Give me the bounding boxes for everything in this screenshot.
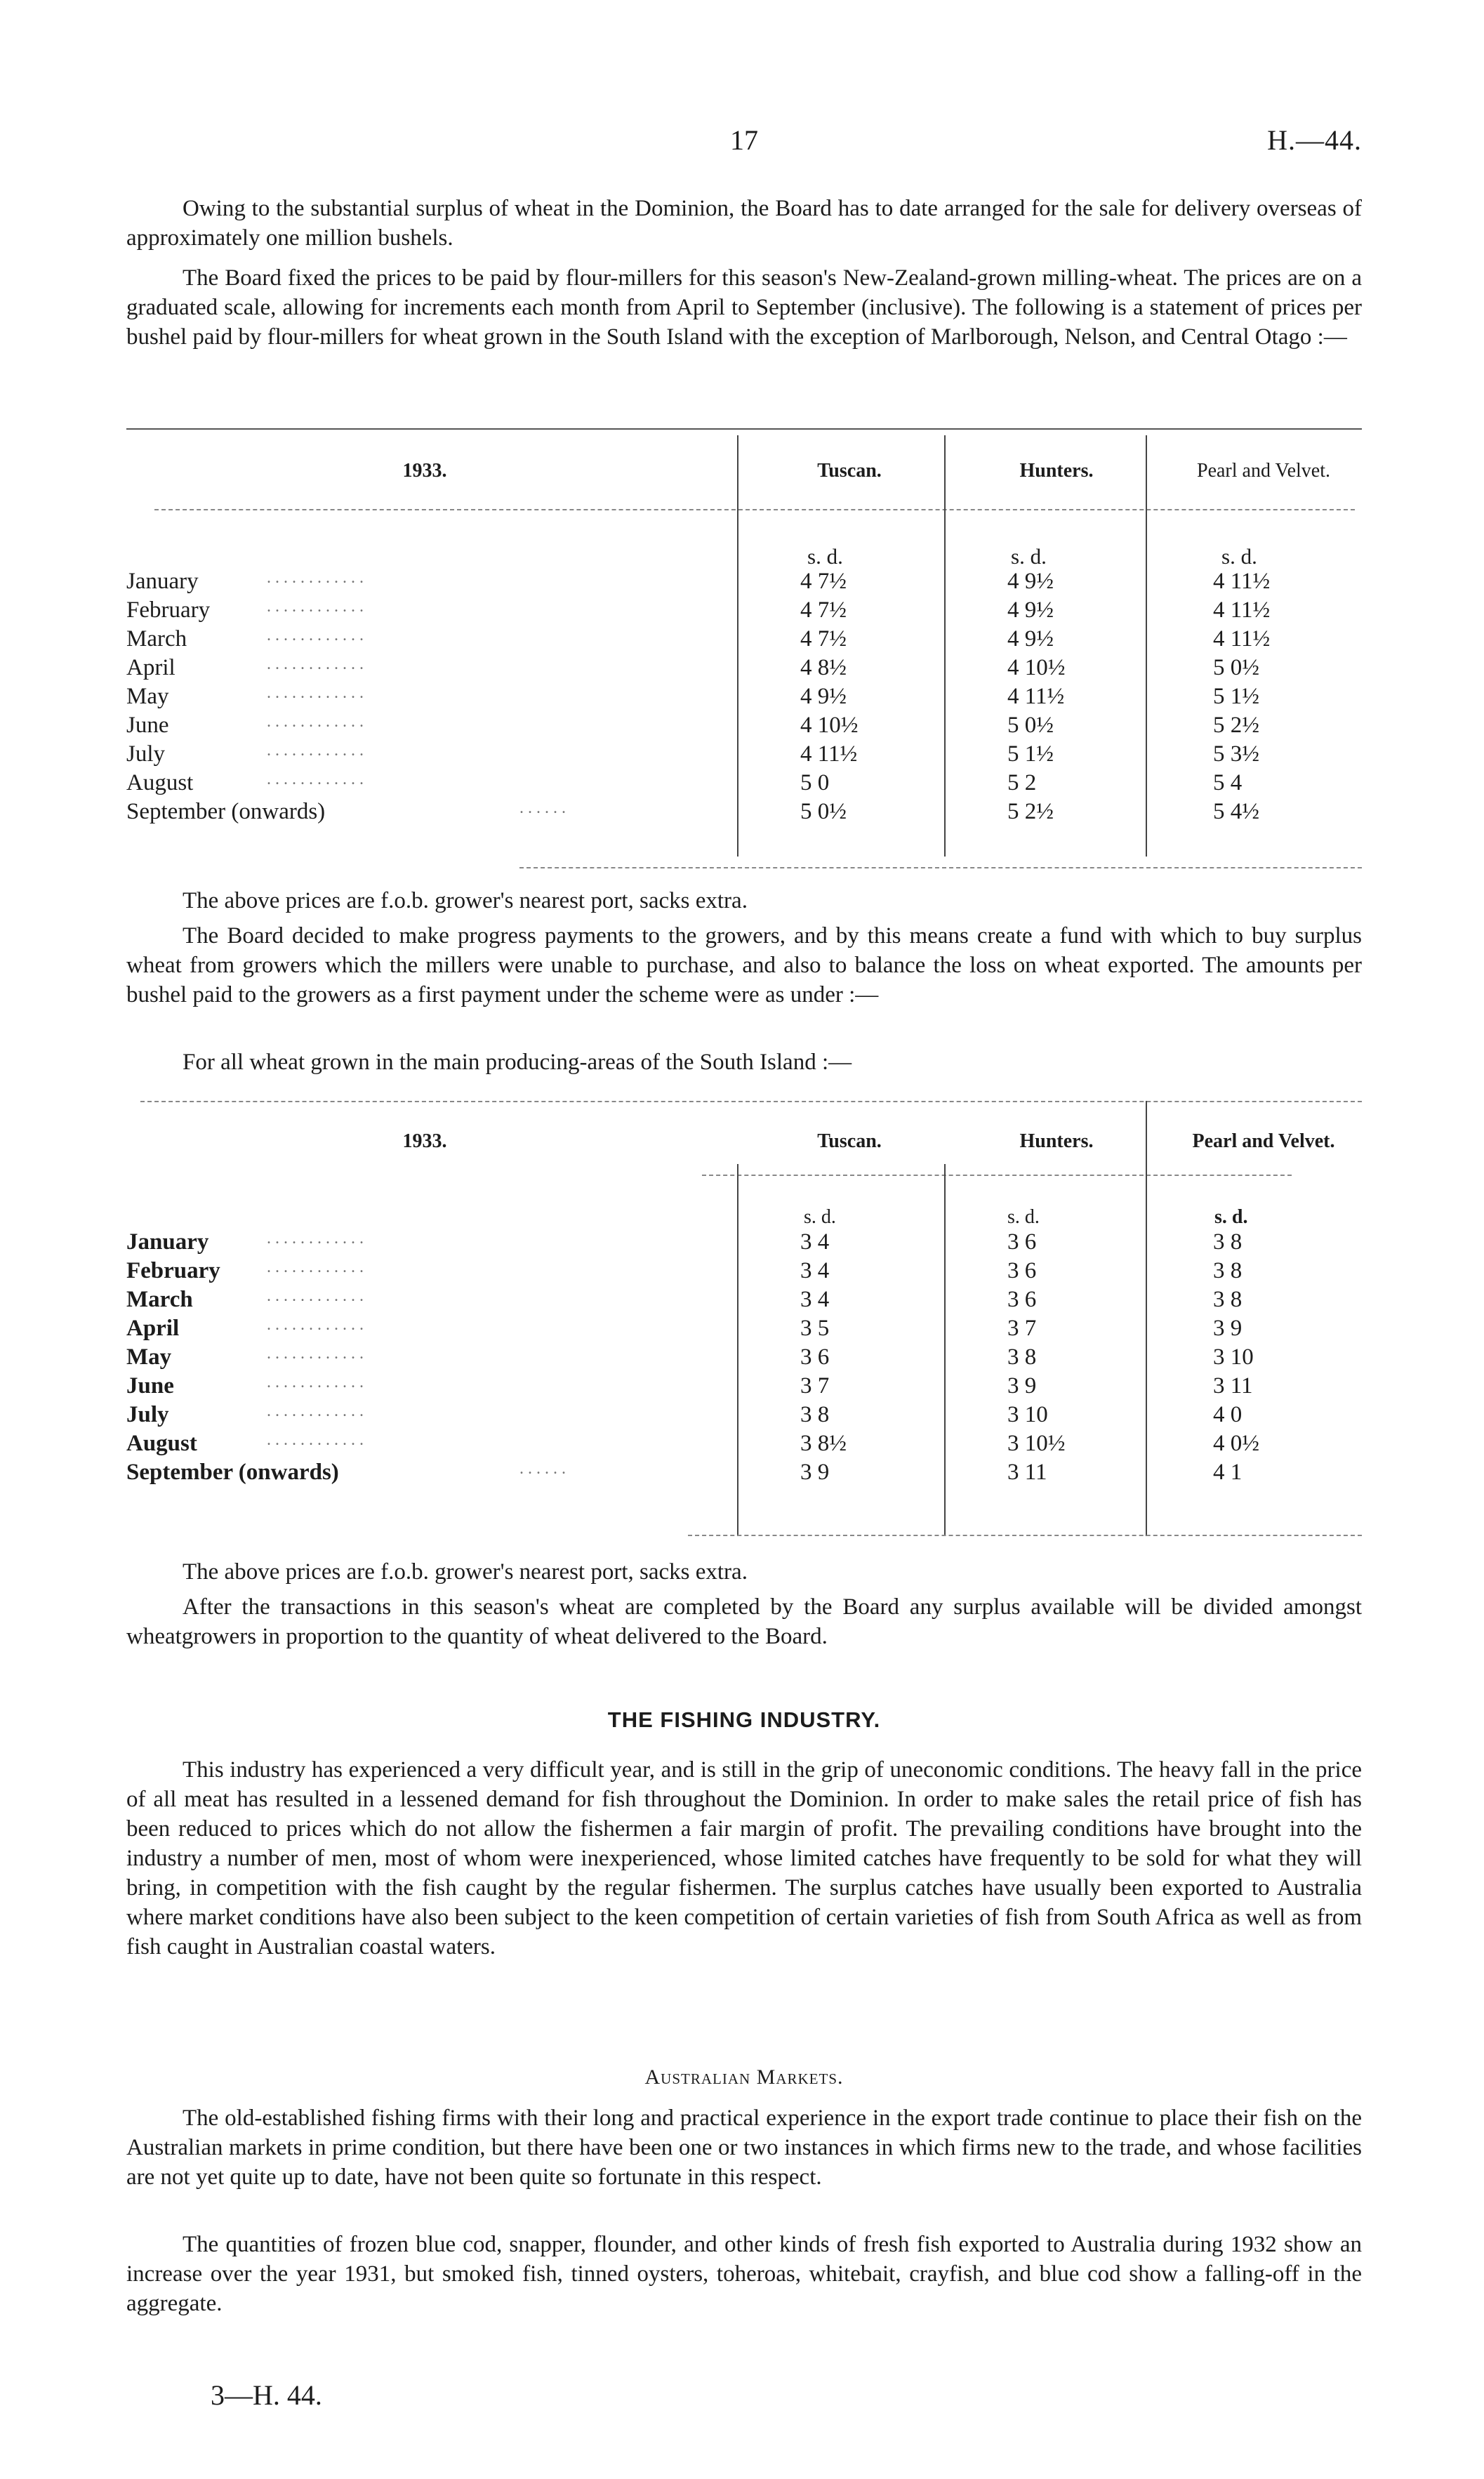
paragraph-fishing-firms: The old-established fishing firms with their long and practical experience in the export trade continue to place their fish on the Australian markets in prime condition, but there have been one or two instances in which firms new to the trade, and whose facilities are not yet quite up to date, have not been quite so fortunate in this respect. [126,2106,1362,2190]
unit-hunters: s. d. [1011,544,1047,569]
cell-hunters: 5 2 [1007,770,1037,795]
flour-miller-price-table [126,428,1362,878]
cell-pearl: 5 4½ [1213,799,1259,824]
table-row [126,655,1362,685]
cell-hunters: 4 11½ [1007,684,1065,709]
cell-hunters: 4 9½ [1007,569,1054,594]
cell-tuscan: 4 11½ [800,741,858,767]
cell-pearl: 4 11½ [1213,569,1271,594]
row-month: June [126,713,169,738]
document-reference: H.—44. [1267,124,1362,156]
row-month: January [126,1229,209,1255]
table-row [126,569,1362,598]
page-header [126,124,1362,166]
cell-tuscan: 3 4 [800,1229,830,1255]
unit-pearl: s. d. [1214,1206,1248,1228]
row-month: May [126,1344,172,1370]
leader-dots: . . . . . . . . . . . . [267,655,364,673]
row-month: April [126,655,175,680]
cell-hunters: 3 6 [1007,1258,1037,1283]
row-month: April [126,1316,180,1341]
cell-tuscan: 5 0½ [800,799,847,824]
table-row [126,1287,1362,1316]
cell-pearl: 3 10 [1213,1344,1254,1370]
cell-hunters: 3 7 [1007,1316,1037,1341]
cell-pearl: 3 8 [1213,1287,1243,1312]
row-month: February [126,597,211,623]
leader-dots: . . . . . . . . . . . . [267,1287,364,1305]
cell-pearl: 4 11½ [1213,626,1271,652]
leader-dots: . . . . . . . . . . . . [267,1316,364,1334]
table-bottom-rule [519,867,1362,868]
row-month: March [126,626,187,652]
cell-hunters: 4 9½ [1007,597,1054,623]
table-row [126,1373,1362,1403]
cell-tuscan: 3 8 [800,1402,830,1427]
table-row [126,1258,1362,1288]
paragraph-export-quantities: The quantities of frozen blue cod, snapper, flounder, and other kinds of fresh fish exported to Australia during 1932 show an increase over the year 1931, but smoked fish, tinned oysters, toheroas, whitebait, crayfish, and blue cod show a falling-off in the aggregate. [126,2232,1362,2316]
row-month: March [126,1287,193,1312]
cell-hunters: 5 0½ [1007,713,1054,738]
paragraph-surplus-division: After the transactions in this season's wheat are completed by the Board any surplus available will be divided amongst wheatgrowers in proportion to the quantity of wheat delivered to the Board. [126,1594,1362,1649]
unit-tuscan: s. d. [807,544,843,569]
leader-dots: . . . . . . . . . . . . [267,1373,364,1391]
leader-dots: . . . . . . . . . . . . [267,713,364,731]
header-year: 1933. [402,1130,447,1152]
cell-tuscan: 4 9½ [800,684,847,709]
cell-tuscan: 4 7½ [800,597,847,623]
table-top-rule [126,428,1362,430]
leader-dots: . . . . . . . . . . . . [267,569,364,587]
cell-tuscan: 3 6 [800,1344,830,1370]
cell-pearl: 4 11½ [1213,597,1271,623]
header-tuscan: Tuscan. [817,460,882,482]
table-row [126,626,1362,656]
cell-tuscan: 3 4 [800,1258,830,1283]
leader-dots: . . . . . . . . . . . . [267,626,364,644]
cell-pearl: 3 11 [1213,1373,1253,1399]
cell-tuscan: 3 5 [800,1316,830,1341]
table-top-rule [140,1101,1362,1102]
cell-hunters: 3 9 [1007,1373,1037,1399]
cell-pearl: 5 4 [1213,770,1243,795]
row-month: June [126,1373,174,1399]
leader-dots: . . . . . . [519,799,566,817]
paragraph-wheat-surplus: Owing to the substantial surplus of wheat in the Dominion, the Board has to date arranged for the sale for delivery overseas of approximately one million bushels. [126,196,1362,251]
cell-hunters: 4 9½ [1007,626,1054,652]
table-row [126,1344,1362,1374]
header-tuscan: Tuscan. [817,1130,882,1152]
grower-payment-table [126,1101,1362,1550]
footer-reference: 3—H. 44. [211,2379,322,2411]
table-row [126,1229,1362,1259]
paragraph-fob-note-1: The above prices are f.o.b. grower's nearest port, sacks extra. [183,888,748,913]
cell-tuscan: 3 7 [800,1373,830,1399]
header-pearl-velvet: Pearl and Velvet. [1197,460,1330,482]
leader-dots: . . . . . . . . . . . . [267,597,364,616]
row-month: February [126,1258,220,1283]
cell-hunters: 3 6 [1007,1287,1037,1312]
cell-tuscan: 3 9 [800,1460,830,1485]
leader-dots: . . . . . . . . . . . . [267,1402,364,1420]
cell-pearl: 5 2½ [1213,713,1259,738]
cell-hunters: 4 10½ [1007,655,1066,680]
unit-hunters: s. d. [1007,1206,1040,1228]
header-rule [154,509,1355,510]
cell-hunters: 3 8 [1007,1344,1037,1370]
table-row [126,1460,1362,1489]
cell-tuscan: 4 7½ [800,626,847,652]
header-hunters: Hunters. [1019,460,1094,482]
row-month: September (onwards) [126,799,326,824]
section-subtitle-australian-markets: Australian Markets. [644,2065,844,2089]
row-month: September (onwards) [126,1460,339,1485]
cell-pearl: 5 3½ [1213,741,1259,767]
cell-pearl: 5 0½ [1213,655,1259,680]
leader-dots: . . . . . . . . . . . . [267,1344,364,1363]
unit-tuscan: s. d. [804,1206,836,1228]
cell-hunters: 5 1½ [1007,741,1054,767]
leader-dots: . . . . . . . . . . . . [267,1258,364,1276]
row-month: January [126,569,199,594]
row-month: August [126,770,194,795]
table-row [126,1402,1362,1432]
header-year: 1933. [402,460,447,482]
row-month: August [126,1431,197,1456]
paragraph-south-island-intro: For all wheat grown in the main producing-areas of the South Island :— [183,1050,852,1075]
cell-hunters: 3 11 [1007,1460,1047,1485]
cell-tuscan: 4 7½ [800,569,847,594]
cell-pearl: 4 0½ [1213,1431,1259,1456]
cell-tuscan: 3 8½ [800,1431,847,1456]
leader-dots: . . . . . . . . . . . . [267,741,364,760]
cell-tuscan: 5 0 [800,770,830,795]
cell-tuscan: 4 8½ [800,655,847,680]
leader-dots: . . . . . . [519,1460,566,1478]
table-row [126,799,1362,828]
header-hunters: Hunters. [1019,1130,1094,1152]
row-month: May [126,684,169,709]
cell-tuscan: 4 10½ [800,713,859,738]
cell-pearl: 5 1½ [1213,684,1259,709]
table-row [126,770,1362,800]
cell-hunters: 3 10½ [1007,1431,1066,1456]
cell-hunters: 3 6 [1007,1229,1037,1255]
table-row [126,1431,1362,1460]
page-number: 17 [730,124,758,156]
table-bottom-rule [688,1535,1362,1536]
paragraph-fishing-industry: This industry has experienced a very difficult year, and is still in the grip of uneconomic conditions. The heavy fall in the price of all meat has resulted in a lessened demand for fish throughout the Dominion. In order to make sales the retail price of fish has been reduced to prices which do not allow the fishermen a fair margin of profit. The prevailing conditions have brought into the industry a number of men, most of whom were inexperienced, whose limited catches have frequently to be sold for what they will bring, in competition with the fish caught by the regular fishermen. The surplus catches have usually been exported to Australia where market conditions have also been subject to the keen competition of certain varieties of fish from South Africa as well as from fish caught in Australian coastal waters. [126,1757,1362,1959]
table-row [126,684,1362,713]
row-month: July [126,741,166,767]
leader-dots: . . . . . . . . . . . . [267,1229,364,1248]
cell-hunters: 5 2½ [1007,799,1054,824]
cell-pearl: 4 1 [1213,1460,1243,1485]
table-row [126,713,1362,742]
cell-pearl: 3 9 [1213,1316,1243,1341]
table-row [126,741,1362,771]
table-row [126,597,1362,627]
header-pearl-velvet: Pearl and Velvet. [1192,1130,1335,1152]
cell-pearl: 3 8 [1213,1258,1243,1283]
row-month: July [126,1402,169,1427]
header-rule [702,1175,1292,1176]
leader-dots: . . . . . . . . . . . . [267,770,364,788]
paragraph-progress-payments: The Board decided to make progress payments to the growers, and by this means create a fund with which to buy surplus wheat from growers which the millers were unable to purchase, and also to balance the loss on wheat exported. The amounts per bushel paid to the growers as a first payment under the scheme were as under :— [126,923,1362,1007]
section-title-fishing: THE FISHING INDUSTRY. [607,1707,881,1732]
cell-pearl: 3 8 [1213,1229,1243,1255]
cell-pearl: 4 0 [1213,1402,1243,1427]
unit-pearl: s. d. [1221,544,1257,569]
table-row [126,1316,1362,1345]
leader-dots: . . . . . . . . . . . . [267,684,364,702]
cell-tuscan: 3 4 [800,1287,830,1312]
leader-dots: . . . . . . . . . . . . [267,1431,364,1449]
paragraph-board-prices: The Board fixed the prices to be paid by flour-millers for this season's New-Zealand-grown milling-wheat. The prices are on a graduated scale, allowing for increments each month from April to September (inclusive). The following is a statement of prices per bushel paid by flour-millers for wheat grown in the South Island with the exception of Marlborough, Nelson, and Central Otago :— [126,265,1362,350]
cell-hunters: 3 10 [1007,1402,1048,1427]
paragraph-fob-note-2: The above prices are f.o.b. grower's nearest port, sacks extra. [183,1559,748,1585]
